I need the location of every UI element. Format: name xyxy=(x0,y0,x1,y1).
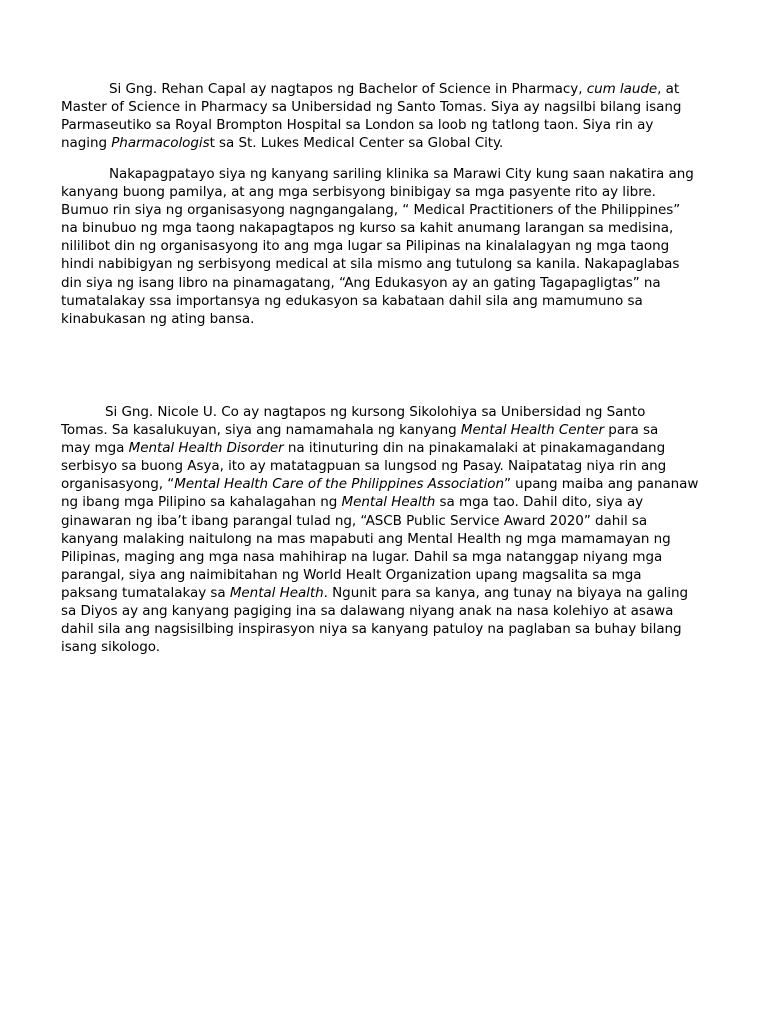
text-run: sa Diyos ay ang kanyang pagiging ina sa dalawang niyang anak na nasa kolehiyo at asawa xyxy=(61,603,674,620)
text-run: Tomas. Sa kasalukuyan, siya ang namamahala ng kanyang xyxy=(61,422,461,439)
text-run: din siya ng isang libro na pinamagatang, “Ang Edukasyon ay an gating Tagapagligtas” na xyxy=(61,274,661,291)
text-run: tumatalakay ssa importansya ng edukasyon sa kabataan dahil sila ang mamumuno sa xyxy=(61,292,643,309)
text-run: kanyang buong pamilya, at ang mga serbisyong binibigay sa mga pasyente rito ay libre. xyxy=(61,184,656,201)
text-line xyxy=(61,512,721,530)
text-run: na binubuo ng mga taong nakapagtapos ng kurso sa kahit anumang larangan sa medisina, xyxy=(61,220,674,237)
text-line xyxy=(61,134,721,152)
text-run: parangal, siya ang naimibitahan ng World Healt Organization upang magsalita sa mga xyxy=(61,566,642,583)
paragraph-klinika-marawi xyxy=(61,165,721,328)
paragraph-nicole-co xyxy=(61,403,721,656)
text-run: ginawaran ng iba’t ibang parangal tulad ng, “ASCB Public Service Award 2020” dahil sa xyxy=(61,512,648,529)
text-run: sa mga tao. Dahil dito, siya ay xyxy=(435,494,644,511)
text-run: paksang tumatalakay sa xyxy=(61,584,230,601)
text-run: nililibot din ng organisasyong ito ang mga lugar sa Pilipinas na kinalalagyan ng mga taong xyxy=(61,238,670,255)
text-run: na itinuturing din na pinakamalaki at pinakamagandang xyxy=(283,440,666,457)
text-run: may mga xyxy=(61,440,129,457)
text-run: naging xyxy=(61,135,112,152)
text-line xyxy=(61,116,721,134)
text-run: Bumuo rin siya ng organisasyong nagngangalang, “ Medical Practitioners of the Philippines” xyxy=(61,202,681,219)
italic-text-run: Mental Health xyxy=(229,584,324,601)
text-run: hindi nabibigyan ng serbisyong medical at sila mismo ang tutulong sa kanila. Nakapaglabas xyxy=(61,256,680,273)
text-run: Si Gng. Rehan Capal ay nagtapos ng Bachelor of Science in Pharmacy, xyxy=(109,81,587,97)
text-run: kinabukasan ng ating bansa. xyxy=(61,310,255,327)
text-run: para sa xyxy=(604,422,659,439)
text-run: organisasyong, “ xyxy=(61,476,175,493)
text-line xyxy=(61,584,721,602)
text-line xyxy=(61,493,721,511)
text-run: Master of Science in Pharmacy sa Unibersidad ng Santo Tomas. Siya ay nagsilbi bilang isang xyxy=(61,99,682,116)
text-line xyxy=(61,620,721,638)
italic-text-run: cum laude xyxy=(586,81,658,97)
text-line xyxy=(61,602,721,620)
text-line xyxy=(61,566,721,584)
italic-text-run: Mental Health xyxy=(341,494,436,511)
text-run: t sa St. Lukes Medical Center sa Global City. xyxy=(209,135,504,152)
italic-text-run: Mental Health Disorder xyxy=(128,440,284,457)
text-line xyxy=(61,439,721,457)
text-line xyxy=(61,183,721,201)
text-line xyxy=(61,403,721,421)
text-run: . Ngunit para sa kanya, ang tunay na biyaya na galing xyxy=(323,584,688,601)
text-run: dahil sila ang nagsisilbing inspirasyon niya sa kanyang patuloy na paglaban sa buhay bilang xyxy=(61,621,682,638)
italic-text-run: Mental Health Center xyxy=(460,422,605,439)
text-line xyxy=(61,165,721,183)
text-line xyxy=(61,201,721,219)
text-line xyxy=(61,98,721,116)
text-line xyxy=(61,638,721,656)
text-line xyxy=(61,530,721,548)
italic-text-run: Pharmacologis xyxy=(111,135,210,152)
text-line xyxy=(61,292,721,310)
text-line xyxy=(61,310,721,328)
text-line xyxy=(61,274,721,292)
text-run: , at xyxy=(657,81,680,97)
text-line xyxy=(61,219,721,237)
text-run: Si Gng. Nicole U. Co ay nagtapos ng kursong Sikolohiya sa Unibersidad ng Santo xyxy=(105,404,646,420)
text-line xyxy=(61,237,721,255)
text-run: isang sikologo. xyxy=(61,639,160,656)
text-run: Parmaseutiko sa Royal Brompton Hospital sa London sa loob ng tatlong taon. Siya rin ay xyxy=(61,117,654,134)
italic-text-run: Mental Health Care of the Philippines Association xyxy=(174,476,504,493)
text-line xyxy=(61,548,721,566)
text-line xyxy=(61,457,721,475)
text-line xyxy=(61,255,721,273)
text-run: ng ibang mga Pilipino sa kahalagahan ng xyxy=(61,494,342,511)
text-run: Pilipinas, maging ang mga nasa mahihirap na lugar. Dahil sa mga natanggap niyang mga xyxy=(61,548,663,565)
text-run: ” upang maiba ang pananaw xyxy=(504,476,699,493)
text-line xyxy=(61,80,721,98)
text-run: Nakapagpatayo siya ng kanyang sariling klinika sa Marawi City kung saan nakatira ang xyxy=(109,166,694,182)
paragraph-rehan-capal xyxy=(61,80,721,152)
text-line xyxy=(61,421,721,439)
text-run: kanyang malaking naitulong na mas mapabuti ang Mental Health ng mga mamamayan ng xyxy=(61,530,671,547)
text-run: serbisyo sa buong Asya, ito ay matatagpuan sa lungsod ng Pasay. Naipatatag niya rin ang xyxy=(61,458,667,475)
text-line xyxy=(61,475,721,493)
